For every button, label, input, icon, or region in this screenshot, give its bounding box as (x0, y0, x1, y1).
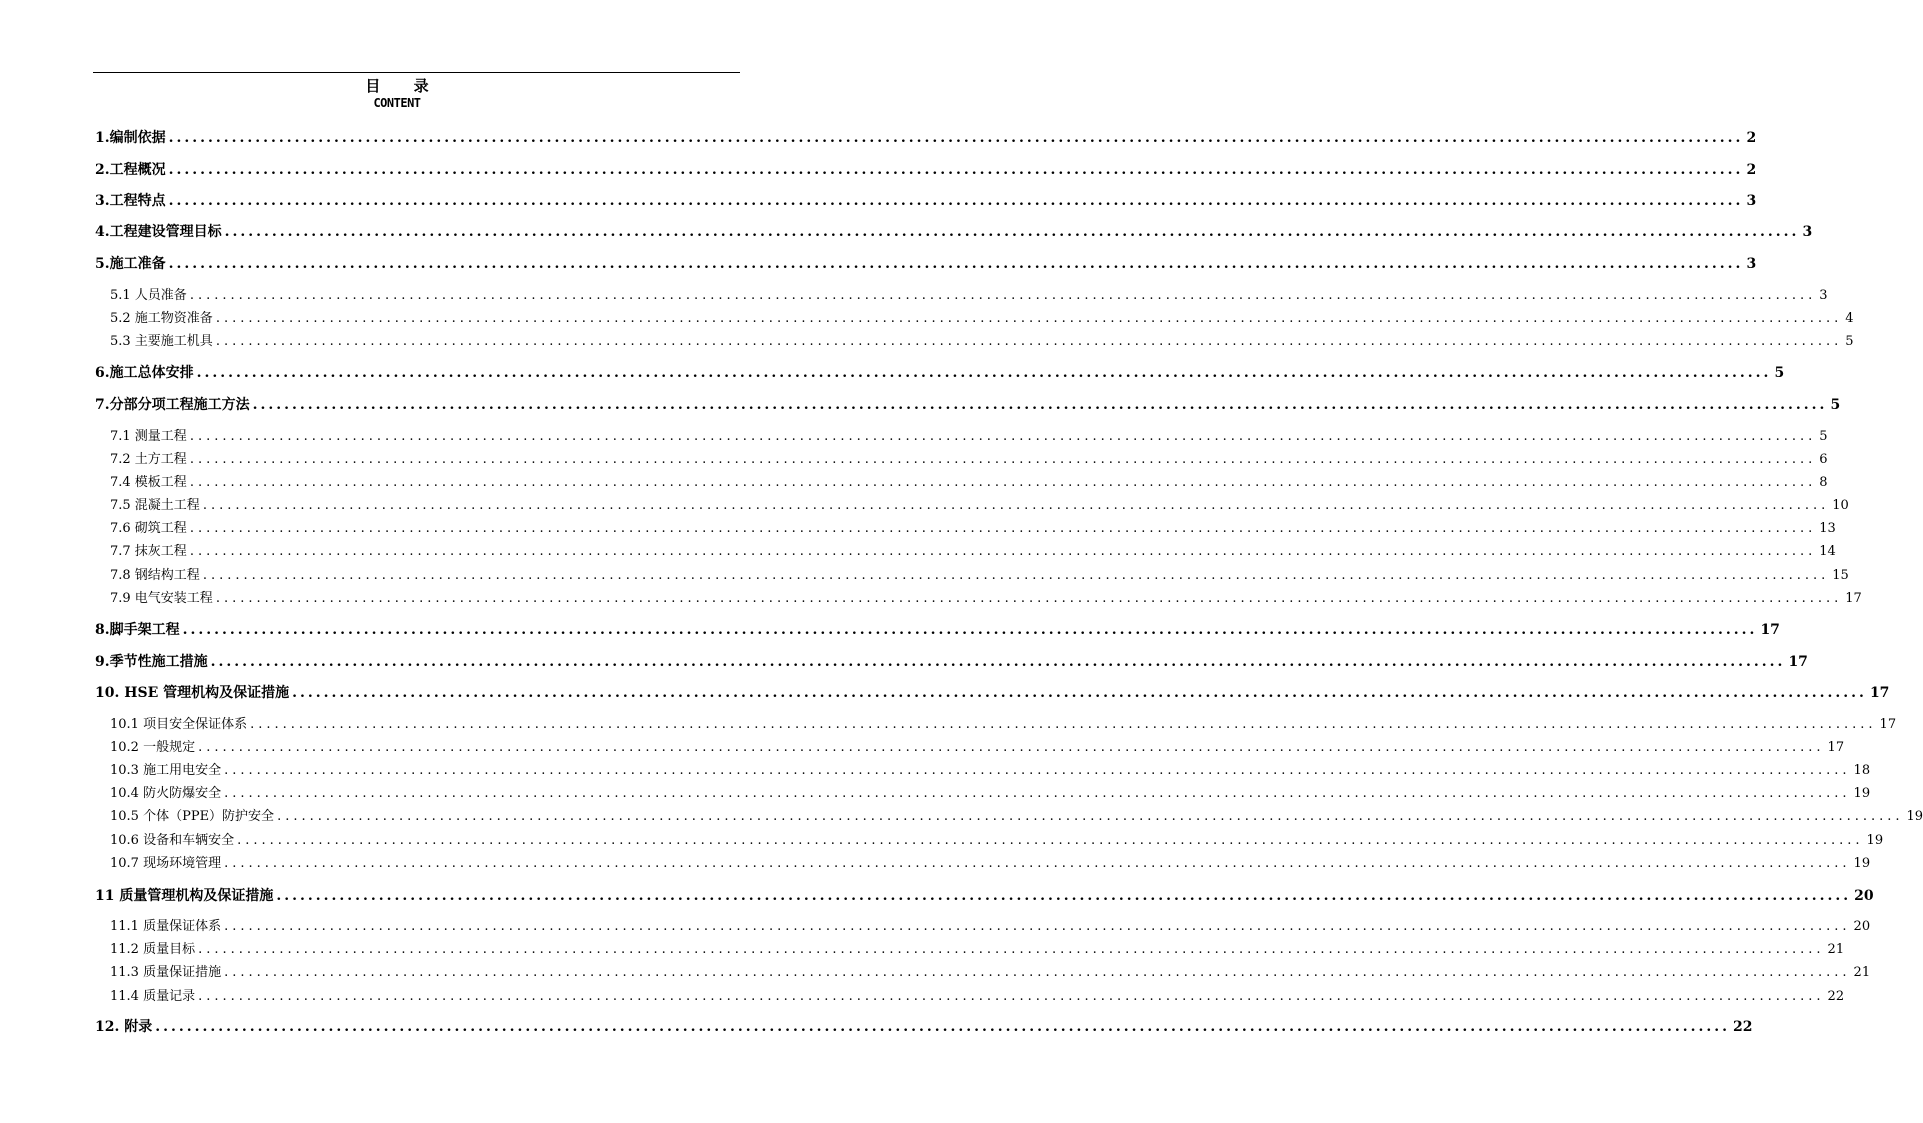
toc-dot-leader: ........................................................................................................................................................................................................ (215, 334, 1843, 349)
toc-dot-leader: ........................................................................................................................................................................................................ (189, 475, 1817, 490)
toc-entry[interactable] (95, 651, 1808, 671)
toc-entry-page-number: 15 (1832, 568, 1849, 583)
toc-dot-leader: ........................................................................................................................................................................................................ (215, 591, 1843, 606)
toc-dot-leader: ........................................................................................................................................................................................................ (189, 288, 1817, 303)
toc-entry-page-number: 2 (1746, 162, 1757, 178)
toc-entry[interactable] (95, 1016, 1753, 1036)
toc-entry-page-number: 5 (1830, 397, 1841, 413)
toc-dot-leader: ........................................................................................................................................................................................................ (250, 717, 1877, 732)
toc-entry-label: 10.4 防火防爆安全 (110, 786, 222, 801)
toc-entry-label: 11.3 质量保证措施 (110, 965, 222, 980)
toc-dot-leader: ........................................................................................................................................................................................................ (168, 256, 1744, 272)
toc-entry-page-number: 17 (1788, 654, 1808, 670)
toc-entry-label: 10. HSE 管理机构及保证措施 (95, 685, 290, 701)
toc-entry[interactable] (110, 938, 1845, 957)
toc-entry[interactable] (110, 915, 1871, 934)
toc-dot-leader: ........................................................................................................................................................................................................ (292, 685, 1867, 701)
toc-dot-leader: ........................................................................................................................................................................................................ (189, 521, 1817, 536)
toc-dot-leader: ........................................................................................................................................................................................................ (198, 740, 1825, 755)
toc-entry[interactable] (110, 307, 1854, 326)
toc-entry[interactable] (110, 961, 1871, 980)
toc-dot-leader: ........................................................................................................................................................................................................ (202, 568, 1830, 583)
toc-entry[interactable] (110, 425, 1828, 444)
toc-entry-label: 5.2 施工物资准备 (110, 311, 213, 326)
toc-entry[interactable] (110, 471, 1828, 490)
toc-dot-leader: ........................................................................................................................................................................................................ (224, 786, 1851, 801)
page-title: 目 录 (365, 77, 443, 95)
toc-entry-page-number: 19 (1866, 833, 1884, 848)
toc-entry-label: 7.7 抹灰工程 (110, 544, 187, 559)
toc-entry[interactable] (110, 494, 1849, 513)
toc-entry[interactable] (110, 284, 1828, 303)
toc-entry-page-number: 19 (1853, 786, 1871, 801)
toc-entry[interactable] (110, 759, 1871, 778)
toc-entry[interactable] (95, 362, 1785, 382)
toc-dot-leader: ........................................................................................................................................................................................................ (277, 809, 1904, 824)
toc-entry-label: 10.5 个体（PPE）防护安全 (110, 809, 275, 824)
toc-entry-page-number: 8 (1819, 475, 1828, 490)
toc-entry[interactable] (110, 829, 1884, 848)
toc-entry[interactable] (95, 190, 1757, 210)
toc-entry-label: 11 质量管理机构及保证措施 (95, 888, 274, 904)
toc-entry-page-number: 14 (1819, 544, 1836, 559)
toc-entry-label: 12. 附录 (95, 1019, 153, 1035)
toc-entry-label: 10.6 设备和车辆安全 (110, 833, 235, 848)
toc-entry-page-number: 18 (1853, 763, 1871, 778)
toc-entry[interactable] (95, 682, 1890, 702)
toc-entry[interactable] (110, 540, 1836, 559)
toc-dot-leader: ........................................................................................................................................................................................................ (276, 888, 1852, 904)
toc-entry-page-number: 17 (1760, 622, 1780, 638)
toc-entry-page-number: 20 (1854, 888, 1874, 904)
toc-dot-leader: ........................................................................................................................................................................................................ (224, 763, 1851, 778)
toc-dot-leader: ........................................................................................................................................................................................................ (168, 130, 1744, 146)
toc-entry-page-number: 3 (1819, 288, 1828, 303)
toc-dot-leader: ........................................................................................................................................................................................................ (224, 919, 1851, 934)
toc-entry-page-number: 19 (1853, 856, 1871, 871)
toc-entry-label: 7.2 土方工程 (110, 452, 187, 467)
toc-entry-page-number: 5 (1845, 334, 1854, 349)
toc-entry-label: 7.4 模板工程 (110, 475, 187, 490)
toc-dot-leader: ........................................................................................................................................................................................................ (215, 311, 1843, 326)
toc-entry-page-number: 17 (1869, 685, 1890, 701)
toc-dot-leader: ........................................................................................................................................................................................................ (168, 193, 1744, 209)
toc-entry[interactable] (95, 885, 1874, 905)
toc-entry[interactable] (95, 159, 1757, 179)
toc-entry-page-number: 20 (1853, 919, 1871, 934)
toc-entry-label: 4.工程建设管理目标 (95, 224, 222, 240)
toc-entry-page-number: 5 (1774, 365, 1785, 381)
toc-entry-label: 11.1 质量保证体系 (110, 919, 222, 934)
toc-entry-page-number: 3 (1802, 224, 1813, 240)
toc-entry-page-number: 17 (1827, 740, 1845, 755)
toc-entry-label: 7.1 测量工程 (110, 429, 187, 444)
toc-entry-page-number: 22 (1733, 1019, 1753, 1035)
toc-entry-label: 10.1 项目安全保证体系 (110, 717, 248, 732)
toc-entry-label: 10.7 现场环境管理 (110, 856, 222, 871)
toc-entry-page-number: 3 (1746, 256, 1757, 272)
toc-entry[interactable] (95, 221, 1813, 241)
page-subtitle: CONTENT (373, 96, 421, 110)
toc-entry-page-number: 21 (1827, 942, 1845, 957)
toc-entry-label: 5.1 人员准备 (110, 288, 187, 303)
toc-entry[interactable] (110, 985, 1845, 1004)
toc-entry-label: 1.编制依据 (95, 130, 166, 146)
toc-entry[interactable] (110, 517, 1836, 536)
toc-entry[interactable] (110, 782, 1871, 801)
toc-entry-page-number: 3 (1746, 193, 1757, 209)
toc-entry-label: 6.施工总体安排 (95, 365, 194, 381)
toc-entry-label: 7.分部分项工程施工方法 (95, 397, 250, 413)
toc-entry-page-number: 5 (1819, 429, 1828, 444)
toc-entry[interactable] (110, 330, 1854, 349)
toc-entry-page-number: 17 (1879, 717, 1897, 732)
toc-dot-leader: ........................................................................................................................................................................................................ (189, 544, 1817, 559)
toc-dot-leader: ........................................................................................................................................................................................................ (189, 429, 1817, 444)
toc-entry-label: 11.2 质量目标 (110, 942, 196, 957)
toc-entry-label: 7.5 混凝土工程 (110, 498, 200, 513)
toc-entry-page-number: 4 (1845, 311, 1854, 326)
toc-entry-label: 7.9 电气安装工程 (110, 591, 213, 606)
toc-entry-page-number: 22 (1827, 989, 1845, 1004)
toc-entry-page-number: 2 (1746, 130, 1757, 146)
toc-dot-leader: ........................................................................................................................................................................................................ (155, 1019, 1731, 1035)
toc-entry-page-number: 17 (1845, 591, 1862, 606)
toc-entry[interactable] (110, 805, 1923, 824)
toc-dot-leader: ........................................................................................................................................................................................................ (168, 162, 1744, 178)
toc-dot-leader: ........................................................................................................................................................................................................ (196, 365, 1772, 381)
toc-entry-page-number: 6 (1819, 452, 1828, 467)
toc-entry-label: 3.工程特点 (95, 193, 166, 209)
toc-entry-page-number: 19 (1906, 809, 1923, 824)
toc-dot-leader: ........................................................................................................................................................................................................ (198, 989, 1825, 1004)
toc-dot-leader: ........................................................................................................................................................................................................ (252, 397, 1828, 413)
toc-dot-leader: ........................................................................................................................................................................................................ (182, 622, 1758, 638)
toc-entry[interactable] (95, 619, 1780, 639)
toc-entry-label: 2.工程概况 (95, 162, 166, 178)
toc-entry-label: 9.季节性施工措施 (95, 654, 208, 670)
toc-entry[interactable] (110, 736, 1845, 755)
toc-dot-leader: ........................................................................................................................................................................................................ (189, 452, 1817, 467)
toc-entry-page-number: 21 (1853, 965, 1871, 980)
toc-entry-label: 5.施工准备 (95, 256, 166, 272)
toc-entry-label: 10.2 一般规定 (110, 740, 196, 755)
toc-entry-label: 11.4 质量记录 (110, 989, 196, 1004)
toc-entry-label: 7.8 钢结构工程 (110, 568, 200, 583)
toc-dot-leader: ........................................................................................................................................................................................................ (210, 654, 1786, 670)
toc-dot-leader: ........................................................................................................................................................................................................ (224, 224, 1800, 240)
toc-entry[interactable] (95, 394, 1841, 414)
toc-entry[interactable] (110, 587, 1862, 606)
toc-entry[interactable] (110, 564, 1849, 583)
toc-entry[interactable] (95, 253, 1757, 273)
toc-entry-label: 8.脚手架工程 (95, 622, 180, 638)
toc-dot-leader: ........................................................................................................................................................................................................ (224, 965, 1851, 980)
toc-entry-label: 10.3 施工用电安全 (110, 763, 222, 778)
toc-entry[interactable] (110, 448, 1828, 467)
toc-entry[interactable] (110, 852, 1871, 871)
toc-entry-page-number: 10 (1832, 498, 1849, 513)
toc-entry-label: 7.6 砌筑工程 (110, 521, 187, 536)
toc-dot-leader: ........................................................................................................................................................................................................ (224, 856, 1851, 871)
toc-entry-label: 5.3 主要施工机具 (110, 334, 213, 349)
toc-entry[interactable] (110, 713, 1897, 732)
toc-dot-leader: ........................................................................................................................................................................................................ (237, 833, 1864, 848)
toc-dot-leader: ........................................................................................................................................................................................................ (198, 942, 1825, 957)
toc-entry-page-number: 13 (1819, 521, 1836, 536)
toc-entry[interactable] (95, 127, 1757, 147)
toc-dot-leader: ........................................................................................................................................................................................................ (202, 498, 1830, 513)
